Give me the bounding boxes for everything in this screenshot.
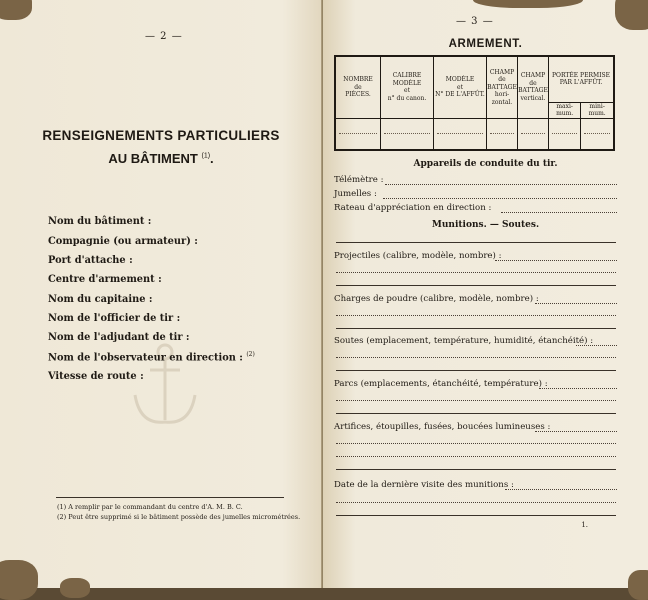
section-heading: Appareils de conduite du tir. bbox=[413, 159, 558, 169]
fill-line bbox=[336, 456, 616, 457]
torn-edge bbox=[60, 578, 90, 598]
page-number: — 2 — bbox=[145, 31, 183, 42]
fill-line bbox=[336, 272, 616, 273]
field-artifices[interactable]: Artifices, étoupilles, fusées, boucées lumineuses : bbox=[334, 422, 551, 432]
fill-line bbox=[336, 400, 616, 401]
fill-line bbox=[501, 212, 617, 213]
subtitle-text: AU BÂTIMENT bbox=[108, 151, 198, 166]
fill-line bbox=[336, 315, 616, 316]
field-company[interactable]: Compagnie (ou armateur) : bbox=[48, 236, 198, 247]
field-captain[interactable]: Nom du capitaine : bbox=[48, 294, 153, 305]
footnote-ref: (2) bbox=[246, 351, 255, 358]
field-gunnery-officer[interactable]: Nom de l'officier de tir : bbox=[48, 313, 181, 324]
fill-line bbox=[336, 502, 616, 503]
field-date-visite[interactable]: Date de la dernière visite des munitions : bbox=[334, 480, 514, 490]
divider bbox=[336, 285, 616, 286]
fill-line bbox=[539, 388, 617, 389]
divider bbox=[336, 515, 616, 516]
fill-line bbox=[505, 489, 617, 490]
field-armament-center[interactable]: Centre d'armement : bbox=[48, 274, 162, 285]
footnote-divider bbox=[56, 497, 284, 498]
field-parcs[interactable]: Parcs (emplacements, étanchéité, température) : bbox=[334, 379, 548, 389]
header-portee: PORTÉE PERMISE PAR L'AFFÛT. bbox=[549, 56, 615, 102]
field-home-port[interactable]: Port d'attache : bbox=[48, 255, 133, 266]
signature-mark: 1. bbox=[581, 521, 588, 529]
divider bbox=[336, 413, 616, 414]
torn-corner bbox=[615, 0, 648, 30]
torn-corner bbox=[0, 560, 38, 600]
field-speed[interactable]: Vitesse de route : bbox=[48, 371, 144, 382]
fill-line bbox=[576, 345, 617, 346]
field-rateau[interactable]: Rateau d'appréciation en direction : bbox=[334, 203, 492, 213]
footnote: (2) Peut être supprimé si le bâtiment possède des jumelles micrométrées. bbox=[57, 513, 301, 521]
section-title: RENSEIGNEMENTS PARTICULIERS bbox=[42, 128, 280, 143]
field-jumelles[interactable]: Jumelles : bbox=[334, 189, 377, 199]
field-label: Nom de l'observateur en direction : bbox=[48, 352, 243, 364]
table-row[interactable] bbox=[335, 118, 614, 150]
field-telemetre[interactable]: Télémètre : bbox=[334, 175, 384, 185]
fill-line bbox=[336, 443, 616, 444]
header-calibre: CALIBRE MODÈLE et n° du canon. bbox=[381, 56, 434, 118]
section-subtitle: AU BÂTIMENT $^{(1)}$. bbox=[108, 151, 214, 166]
field-projectiles[interactable]: Projectiles (calibre, modèle, nombre) : bbox=[334, 251, 502, 261]
left-page bbox=[0, 0, 322, 588]
header-champ-horizontal: CHAMP de BATTAGE hori- zontal. bbox=[487, 56, 518, 118]
field-direction-observer[interactable] bbox=[48, 351, 255, 363]
header-champ-vertical: CHAMP de BATTAGE vertical. bbox=[518, 56, 549, 118]
field-ship-name[interactable]: Nom du bâtiment : bbox=[48, 216, 152, 227]
fill-line bbox=[535, 303, 617, 304]
field-soutes[interactable]: Soutes (emplacement, température, humidité, étanchéité) : bbox=[334, 336, 594, 346]
footnote-ref: (1) bbox=[201, 152, 211, 160]
divider bbox=[336, 370, 616, 371]
fill-line bbox=[336, 357, 616, 358]
divider bbox=[336, 242, 616, 243]
header-nombre: NOMBRE de PIÈCES. bbox=[335, 56, 381, 118]
divider bbox=[336, 328, 616, 329]
right-page bbox=[323, 0, 648, 588]
field-charges[interactable]: Charges de poudre (calibre, modèle, nombre) : bbox=[334, 294, 539, 304]
page-title: ARMEMENT. bbox=[448, 38, 523, 50]
fill-line bbox=[495, 260, 617, 261]
torn-edge bbox=[473, 0, 583, 8]
divider bbox=[336, 469, 616, 470]
torn-corner bbox=[0, 0, 32, 20]
header-maximum: maxi- mum. bbox=[549, 102, 581, 118]
header-modele: MODÈLE et N° DE L'AFFÛT. bbox=[434, 56, 487, 118]
fill-line bbox=[535, 431, 617, 432]
armament-table bbox=[334, 55, 615, 151]
fill-line bbox=[385, 184, 617, 185]
header-minimum: mini- mum. bbox=[581, 102, 614, 118]
footnote: (1) A remplir par le commandant du centre d'A. M. B. C. bbox=[57, 503, 243, 511]
section-heading: Munitions. — Soutes. bbox=[431, 220, 540, 230]
page-number: — 3 — bbox=[456, 16, 494, 27]
fill-line bbox=[383, 198, 617, 199]
torn-corner bbox=[628, 570, 648, 600]
field-gunnery-warrant[interactable]: Nom de l'adjudant de tir : bbox=[48, 332, 190, 343]
